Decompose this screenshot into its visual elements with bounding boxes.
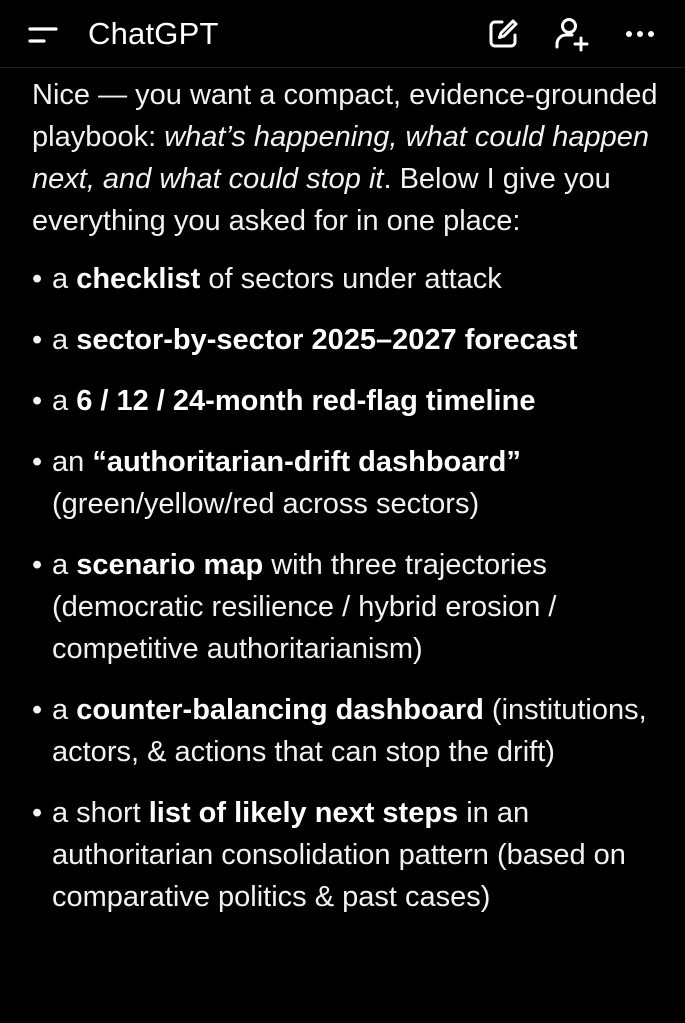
item-suffix: in an authoritarian consolidation pattern (based on comparative politics & past cases)	[52, 797, 626, 913]
item-suffix: of sectors under attack	[200, 263, 502, 295]
item-prefix: a	[52, 324, 77, 356]
item-suffix: (institutions, actors, & actions that can stop the drift)	[52, 694, 647, 768]
item-bold: “authoritarian-drift dashboard”	[92, 446, 521, 478]
bullet: •	[32, 549, 43, 581]
bullet: •	[32, 446, 43, 478]
app-title: ChatGPT	[88, 16, 219, 51]
menu-button[interactable]	[22, 20, 62, 50]
item-bold: scenario map	[76, 549, 264, 581]
bullet: •	[32, 385, 43, 417]
deliverables-list	[32, 258, 662, 918]
item-bold: sector-by-sector 2025–2027 forecast	[76, 324, 578, 356]
bullet: •	[32, 694, 43, 726]
new-chat-button[interactable]	[483, 14, 523, 54]
item-suffix: with three trajectories (democratic resilience / hybrid erosion / competitive authoritarianism)	[52, 549, 557, 665]
item-prefix: an	[52, 446, 93, 478]
new-chat-icon	[483, 14, 523, 54]
list-item	[32, 258, 662, 300]
item-prefix: a	[52, 549, 77, 581]
top-bar	[0, 0, 685, 68]
more-options-button[interactable]	[620, 14, 660, 54]
item-prefix: a	[52, 694, 77, 726]
intro-italic: what’s happening, what could happen next, and what could stop it	[32, 121, 649, 195]
intro-text-end: . Below I give you everything you asked for in one place:	[32, 163, 611, 237]
intro-paragraph	[32, 74, 662, 242]
item-suffix: (green/yellow/red across sectors)	[52, 488, 480, 520]
bullet: •	[32, 324, 43, 356]
list-item	[32, 441, 662, 525]
item-bold: list of likely next steps	[148, 797, 459, 829]
add-person-icon	[552, 14, 592, 54]
list-item	[32, 689, 662, 773]
bullet: •	[32, 263, 43, 295]
item-prefix: a short	[52, 797, 149, 829]
item-prefix: a	[52, 385, 77, 417]
menu-icon	[22, 20, 62, 50]
item-bold: 6 / 12 / 24-month red-flag timeline	[76, 385, 536, 417]
list-item	[32, 380, 662, 422]
item-prefix: a	[52, 263, 77, 295]
list-item	[32, 319, 662, 361]
add-person-button[interactable]	[552, 14, 592, 54]
more-icon	[620, 14, 660, 54]
item-bold: checklist	[76, 263, 201, 295]
intro-text: Nice — you want a compact, evidence-grounded playbook:	[32, 79, 658, 153]
list-item	[32, 792, 662, 918]
item-bold: counter-balancing dashboard	[76, 694, 484, 726]
list-item	[32, 544, 662, 670]
assistant-message	[32, 74, 662, 937]
bullet: •	[32, 797, 43, 829]
